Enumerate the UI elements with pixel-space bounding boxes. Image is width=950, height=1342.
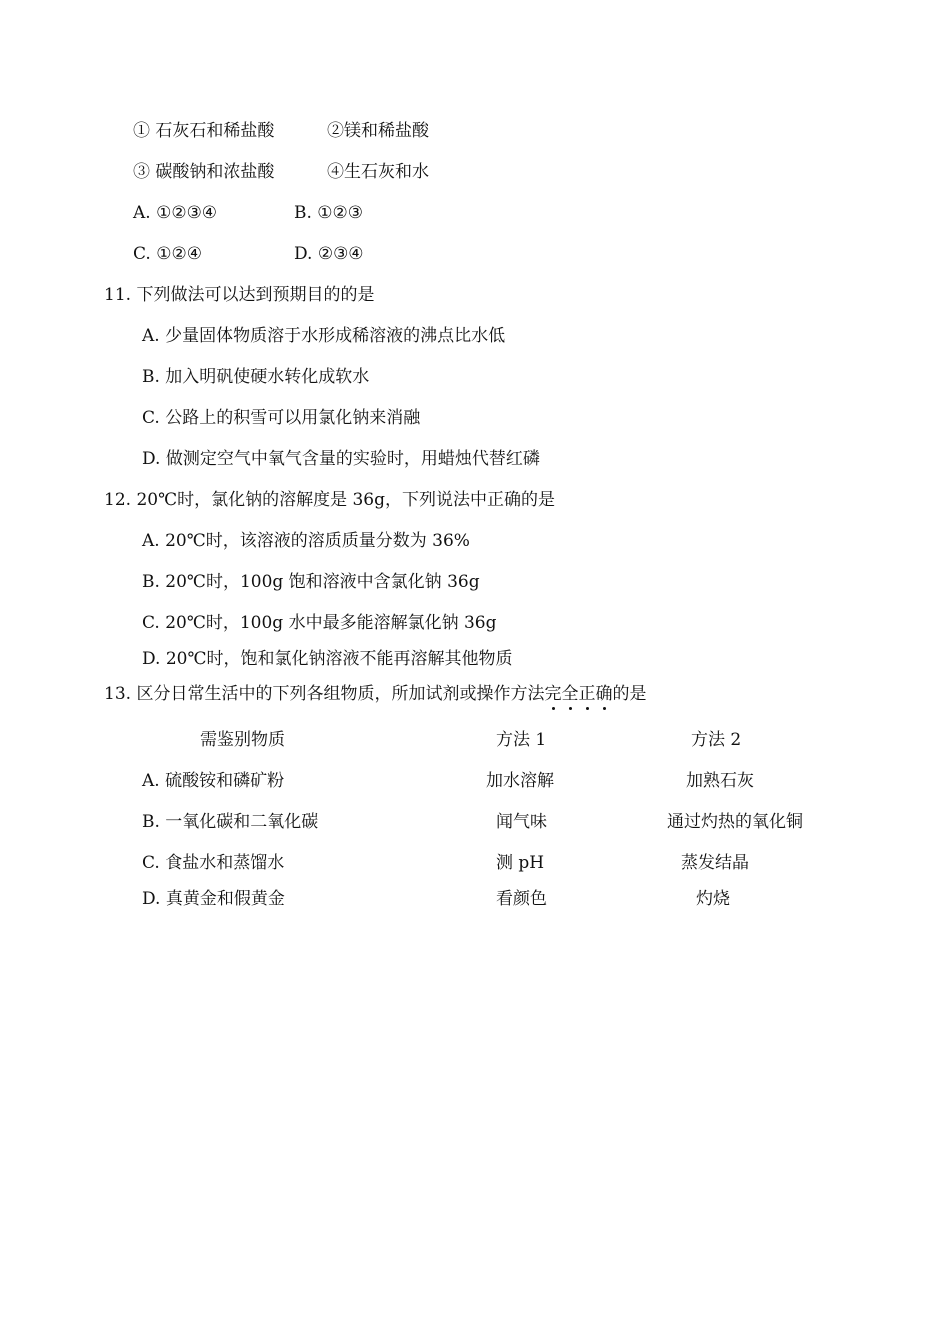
q13-emphasis-char: 正 <box>578 684 596 704</box>
q13-header-method1: 方法 1 <box>496 730 547 750</box>
q13-row-a-method1: 加水溶解 <box>486 771 554 791</box>
q10-choice-c: C. ①②④ <box>133 244 202 264</box>
q10-choice-d: D. ②③④ <box>294 244 364 264</box>
q11-option-d: D. 做测定空气中氧气含量的实验时，用蜡烛代替红磷 <box>142 449 540 469</box>
q10-reaction-2: ②镁和稀盐酸 <box>327 121 429 141</box>
q13-row-d-label: D. 真黄金和假黄金 <box>142 889 285 909</box>
q13-header-substance: 需鉴别物质 <box>200 730 285 750</box>
q13-row-b-label: B. 一氧化碳和二氧化碳 <box>142 812 319 832</box>
q13-row-a-label: A. 硫酸铵和磷矿粉 <box>142 771 285 791</box>
q11-option-c: C. 公路上的积雪可以用氯化钠来消融 <box>142 408 421 428</box>
q12-stem: 12. 20℃时，氯化钠的溶解度是 36g，下列说法中正确的是 <box>104 490 556 510</box>
q12-option-d: D. 20℃时，饱和氯化钠溶液不能再溶解其他物质 <box>142 649 513 669</box>
q13-row-b-method2: 通过灼热的氧化铜 <box>667 812 803 832</box>
q13-header-method2: 方法 2 <box>691 730 742 750</box>
q12-option-c: C. 20℃时，100g 水中最多能溶解氯化钠 36g <box>142 613 497 633</box>
q13-row-c-label: C. 食盐水和蒸馏水 <box>142 853 285 873</box>
q12-option-b: B. 20℃时，100g 饱和溶液中含氯化钠 36g <box>142 572 480 592</box>
q13-row-d-method1: 看颜色 <box>496 889 547 909</box>
q13-row-c-method1: 测 pH <box>496 853 545 873</box>
q11-option-a: A. 少量固体物质溶于水形成稀溶液的沸点比水低 <box>142 326 506 346</box>
q10-choice-b: B. ①②③ <box>294 203 364 223</box>
q10-choice-a: A. ①②③④ <box>133 203 218 223</box>
q13-row-b-method1: 闻气味 <box>496 812 547 832</box>
q13-row-a-method2: 加熟石灰 <box>686 771 754 791</box>
q11-option-b: B. 加入明矾使硬水转化成软水 <box>142 367 370 387</box>
q13-row-d-method2: 灼烧 <box>696 889 730 909</box>
q13-stem <box>104 683 646 705</box>
q13-stem-prefix: 13. 区分日常生活中的下列各组物质，所加试剂或操作方法 <box>104 684 545 704</box>
q12-option-a: A. 20℃时，该溶液的溶质质量分数为 36% <box>142 531 470 551</box>
q13-stem-suffix: 的是 <box>612 684 647 704</box>
q10-reaction-4: ④生石灰和水 <box>327 162 429 182</box>
q13-emphasis-char: 完 <box>544 684 562 704</box>
q10-reaction-1: ① 石灰石和稀盐酸 <box>133 121 275 141</box>
q13-row-c-method2: 蒸发结晶 <box>681 853 749 873</box>
q10-reaction-3: ③ 碳酸钠和浓盐酸 <box>133 162 275 182</box>
q11-stem: 11. 下列做法可以达到预期目的的是 <box>104 285 375 305</box>
q13-emphasis-char: 全 <box>561 684 579 704</box>
q13-emphasis-char: 确 <box>595 684 613 704</box>
